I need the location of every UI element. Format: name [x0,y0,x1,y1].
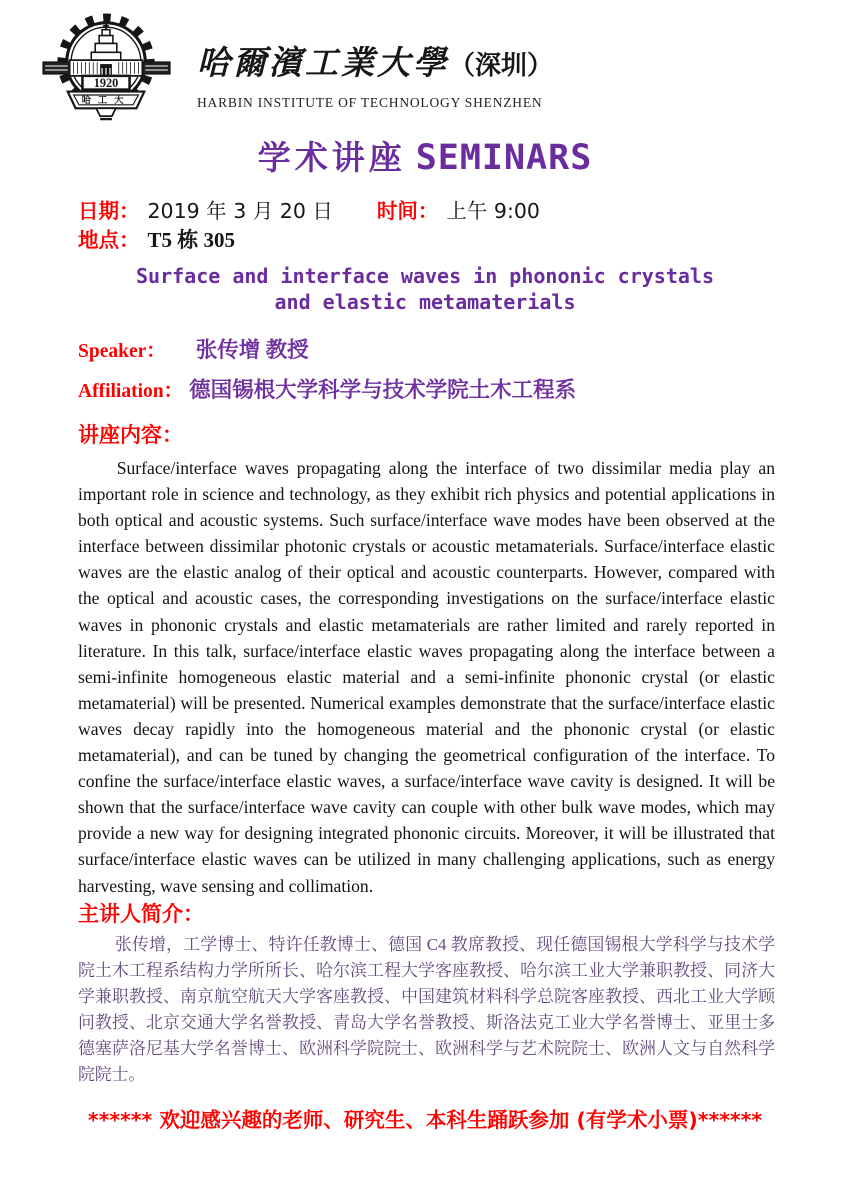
building-wing-right [143,62,170,74]
content-heading: 讲座内容： [78,423,183,447]
page-header [0,0,850,123]
talk-title-line2: and elastic metamaterials [274,290,576,314]
footer-notice: ****** 欢迎感兴趣的老师、研究生、本科生踊跃参加 (有学术小票)****** [87,1107,763,1132]
page-title-en: SEMINARS [415,138,593,178]
page-title-cn: 学术讲座 [257,138,406,177]
date-time-row [78,197,775,226]
speaker-label: Speaker： [78,341,166,362]
date-value: 2019 年 3 月 20 日 [147,199,333,223]
bio-heading: 主讲人简介： [78,901,204,926]
time-value: 上午 9:00 [446,199,540,223]
bio-body: 张传增，工学博士、特许任教博士、德国 C4 教席教授、现任德国锡根大学科学与技术学院土木工程系结构力学所所长、哈尔滨工程大学客座教授、哈尔滨工业大学兼职教授、同济大学兼职教授、南京航空航天大学客座教授、中国建筑材料科学总院客座教授、西北工业大学顾问教授、北京交通大学名誉教授、青岛大学名誉教授、斯洛法克工业大学名誉博士、亚里士多德塞萨洛尼基大学名誉博士、欧洲科学院院士、欧洲科学与艺术院院士、欧洲人文与自然科学院院士。 [78,934,775,1084]
logo-banner-text: 哈工大 [81,94,131,106]
page-title [0,132,850,179]
time-group [377,197,540,226]
time-label: 时间： [376,199,439,223]
affiliation-row [78,375,775,407]
university-name-en: HARBIN INSTITUTE OF TECHNOLOGY SHENZHEN [197,95,543,110]
affiliation-value: 德国锡根大学科学与技术学院土木工程系 [189,378,577,402]
date-label: 日期： [78,199,140,223]
building-wing-left [43,62,70,74]
location-value: T5 栋 305 [147,228,236,252]
seminar-meta [78,197,775,255]
location-label: 地点： [78,228,140,252]
university-name-suffix: （深圳） [449,51,554,80]
university-logo [40,13,173,123]
speaker-row [78,335,775,367]
university-name-block [197,13,553,111]
location-row [78,226,775,255]
logo-year: 1920 [93,76,119,91]
talk-title-line1: Surface and interface waves in phononic crystals [136,264,714,288]
university-name-cn: 哈爾濱工業大學（深圳） [197,46,554,82]
affiliation-label: Affiliation： [78,381,184,402]
content-body: Surface/interface waves propagating along the interface of two dissimilar media play an important role in science and technology, as they exhibit rich physics and potential applications in both optical and acoustic systems. Such surface/interface wave modes have been observed at the interface between dissimilar photonic crystals or acoustic metamaterials. Surface/interface elastic waves are the elastic analog of their optical and acoustic counterparts. However, compared with the optical and acoustic cases, the corresponding investigations on the surface/interface elastic waves in phononic crystals and elastic metamaterials are rather limited and rarely reported in literature. In this talk, surface/interface elastic waves propagating along the interface between a semi-infinite homogeneous elastic material and a semi-infinite phononic crystal (or elastic metamaterial) will be presented. Numerical examples demonstrate that the surface/interface elastic waves decay rapidly into the homogeneous material and the phononic crystal (or elastic metamaterial), and can be tuned by changing the geometrical configuration of the interface. To confine the surface/interface elastic waves, a surface/interface wave cavity is designed. It will be shown that the surface/interface wave cavity can couple with other bulk wave modes, which may provide a new way for designing integrated phononic circuits. Moreover, it will be illustrated that surface/interface elastic waves can be utilized in many challenging applications, such as energy harvesting, wave sensing and collimation. [78,458,775,896]
talk-title [0,263,850,315]
speaker-name: 张传增 教授 [195,338,309,362]
